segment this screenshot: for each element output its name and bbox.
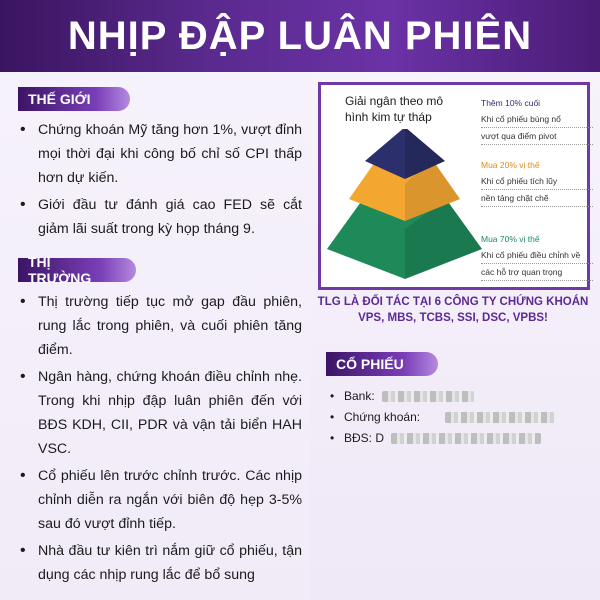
pyramid-note-middle-line: Khi cổ phiếu tích lũy	[481, 173, 593, 190]
section-tag-stocks	[326, 352, 438, 376]
pyramid-note-top	[481, 95, 593, 145]
market-bullet: • Ngân hàng, chứng khoán điều chỉnh nhẹ. Trong khi nhịp đập luân phiên đến với BĐS KDH, CII, PDR và vận tải biển HAH VSC.	[16, 365, 302, 461]
pyramid-title: Giải ngân theo mô hình kim tự tháp	[345, 94, 444, 124]
pyramid-note-middle-line: nền tảng chặt chẽ	[481, 190, 593, 207]
stock-item-label: Bank:	[344, 389, 375, 403]
pyramid-infographic	[318, 82, 590, 290]
pyramid-note-bottom	[481, 231, 593, 281]
redacted-blur	[391, 433, 541, 444]
pyramid-note-top-head: Thêm 10% cuối	[481, 98, 541, 108]
section-tag-world	[18, 87, 130, 111]
world-bullet: • Chứng khoán Mỹ tăng hơn 1%, vượt đỉnh mọi thời đại khi công bố chỉ số CPI thấp hơn dự kiến.	[16, 118, 302, 190]
pyramid-note-bottom-line: Khi cổ phiếu điều chỉnh về	[481, 247, 593, 264]
market-bullet-list	[16, 290, 302, 590]
stock-item-realestate	[330, 428, 555, 449]
section-tag-market-label: THỊ TRƯỜNG	[28, 254, 92, 286]
stock-list	[330, 386, 555, 449]
market-bullet: • Cổ phiếu lên trước chỉnh trước. Các nhịp chỉnh diễn ra ngắn với biên độ hẹp 3-5% sau đó vượt đỉnh tiếp.	[16, 464, 302, 536]
pyramid-note-top-line: vượt qua điểm pivot	[481, 128, 593, 145]
pyramid-note-bottom-head: Mua 70% vị thế	[481, 234, 540, 244]
pyramid-note-middle	[481, 157, 593, 207]
stock-item-label: Chứng khoán:	[344, 410, 421, 424]
stock-item-securities	[330, 407, 555, 428]
partner-line-1: TLG LÀ ĐỐI TÁC TẠI 6 CÔNG TY CHỨNG KHOÁN	[317, 296, 589, 308]
section-tag-stocks-label: CỔ PHIẾU	[336, 356, 404, 372]
pyramid-note-top-line: Khi cổ phiếu bùng nổ	[481, 111, 593, 128]
section-tag-market	[18, 254, 136, 286]
world-bullet-list	[16, 118, 302, 244]
pyramid-graphic	[327, 129, 482, 279]
market-bullet: • Thị trường tiếp tục mở gap đầu phiên, rung lắc trong phiên, và cuối phiên tăng điểm.	[16, 290, 302, 362]
page-title: NHỊP ĐẬP LUÂN PHIÊN	[67, 13, 533, 58]
redacted-blur	[445, 412, 555, 423]
redacted-blur	[382, 391, 474, 402]
pyramid-note-bottom-line: các hỗ trợ quan trọng	[481, 264, 593, 281]
stock-item-bank	[330, 386, 555, 407]
partner-line-2: VPS, MBS, TCBS, SSI, DSC, VPBS!	[358, 312, 548, 324]
stock-item-label: BĐS: D	[344, 431, 385, 445]
market-bullet: • Nhà đầu tư kiên trì nắm giữ cổ phiếu, tận dụng các nhịp rung lắc để bổ sung	[16, 539, 302, 587]
section-tag-world-label: THẾ GIỚI	[28, 91, 91, 107]
pyramid-note-middle-head: Mua 20% vị thế	[481, 160, 540, 170]
header-banner	[0, 0, 600, 72]
world-bullet: • Giới đầu tư đánh giá cao FED sẽ cắt giảm lãi suất trong kỳ họp tháng 9.	[16, 193, 302, 241]
partner-announcement	[312, 294, 594, 326]
